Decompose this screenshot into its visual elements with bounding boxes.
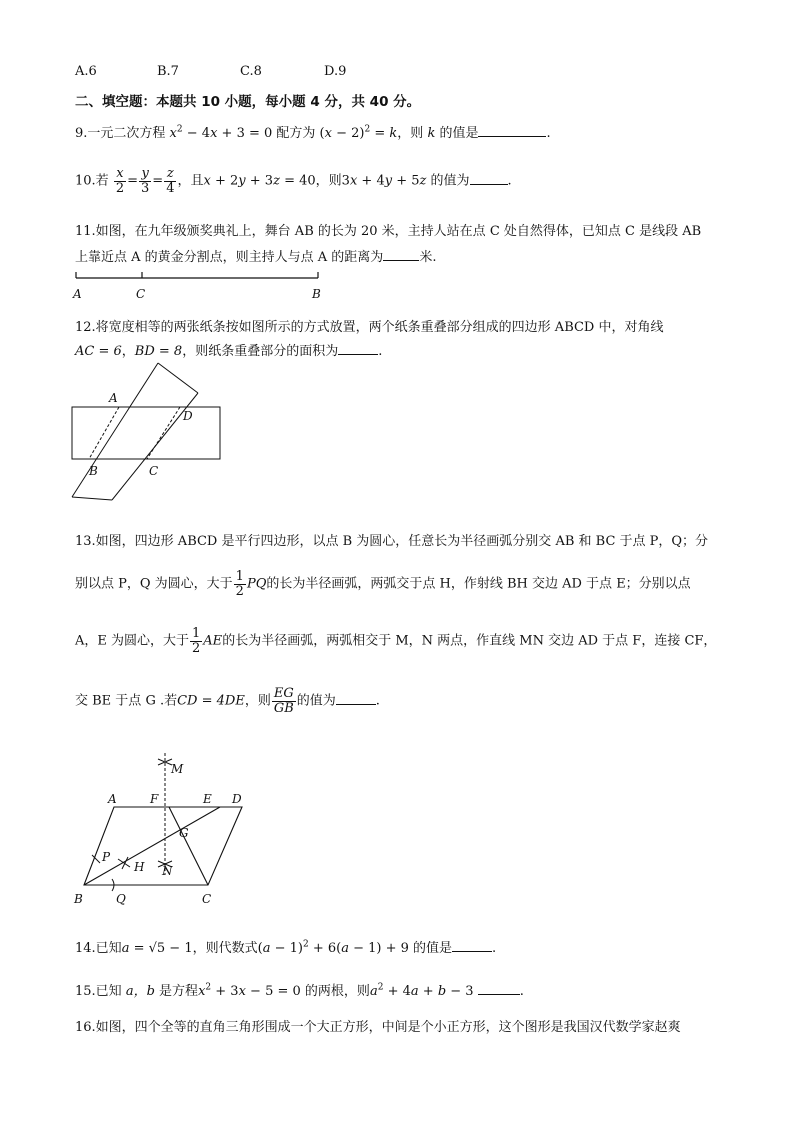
point-g: G: [179, 826, 189, 840]
option-d: D.9: [324, 64, 347, 79]
strip-label-d: D: [183, 409, 193, 423]
option-c: C.8: [240, 64, 262, 79]
question-11-line1: 11.如图，在九年级颁奖典礼上，舞台 AB 的长为 20 米，主持人站在点 C 处自然得体，已知点 C 是线段 AB: [75, 224, 702, 239]
point-f: F: [150, 792, 159, 806]
question-13-line2: 别以点 P，Q 为圆心，大于 $\frac{1}{2}$ PQ的长为半径画弧，两弧交于点 H，作射线 BH 交边 AD 于点 E；分别以点: [75, 569, 691, 599]
question-14: 14.已知a = √5 − 1，则代数式$(a - 1)^2 + 6(a - 1) + 9$ 的值是 .: [75, 939, 497, 956]
point-d: D: [232, 792, 242, 806]
question-13-line1: 13.如图，四边形 ABCD 是平行四边形，以点 B 为圆心，任意长为半径画弧分别交 AB 和 BC 于点 P，Q；分: [75, 534, 709, 549]
point-h: H: [134, 860, 145, 874]
section-heading: 二、填空题：本题共 10 小题，每小题 4 分，共 40 分。: [75, 94, 421, 110]
question-11-line2: 上靠近点 A 的黄金分割点，则主持人与点 A 的距离为 米.: [75, 246, 436, 265]
question-10: 10.若 $\frac{x}{2}$ = $\frac{y}{3}$ = $\frac{z}{4}$ ，且x + 2y + 3z = 40，则3x + 4y + 5z 的值为 .: [75, 166, 512, 196]
question-13-line4: 交 BE 于点 G .若CD = 4DE，则 $\frac{EG}{GB}$ 的值为 .: [75, 686, 380, 716]
parallelogram-figure: [70, 745, 260, 910]
point-p: P: [102, 850, 111, 864]
point-m: M: [171, 762, 184, 776]
point-e: E: [203, 792, 212, 806]
point-a: A: [108, 792, 117, 806]
question-15: 15.已知 a，b 是方程$x^2 + 3x - 5 = 0$ 的两根，则$a^2 + 4a + b - 3$ .: [75, 982, 524, 999]
option-b: B.7: [157, 64, 179, 79]
question-12-line2: AC = 6，BD = 8，则纸条重叠部分的面积为 .: [75, 340, 382, 359]
point-n: N: [162, 864, 173, 878]
label-c: C: [136, 287, 146, 301]
strip-label-b: B: [89, 464, 98, 478]
point-b: B: [74, 892, 83, 906]
question-16-line1: 16.如图，四个全等的直角三角形围成一个大正方形，中间是个小正方形，这个图形是我国汉代数学家赵爽: [75, 1020, 681, 1035]
point-q: Q: [116, 892, 126, 906]
label-a: A: [73, 287, 82, 301]
point-c: C: [202, 892, 212, 906]
label-b: B: [312, 287, 321, 301]
question-9: 9.一元二次方程 $x^2 - 4x + 3 = 0$ 配方为 $(x - 2)^2 = k$，则 k 的值是 .: [75, 124, 551, 141]
paper-strips-figure: [65, 355, 235, 505]
question-13-line3: A，E 为圆心，大于 $\frac{1}{2}$ AE的长为半径画弧，两弧相交于 M，N 两点，作直线 MN 交边 AD 于点 F，连接 CF，: [75, 626, 717, 656]
segment-figure: [70, 268, 340, 304]
question-12-line1: 12.将宽度相等的两张纸条按如图所示的方式放置，两个纸条重叠部分组成的四边形 ABCD 中，对角线: [75, 320, 664, 335]
strip-label-c: C: [149, 464, 159, 478]
option-a: A.6: [75, 64, 97, 79]
strip-label-a: A: [109, 391, 118, 405]
